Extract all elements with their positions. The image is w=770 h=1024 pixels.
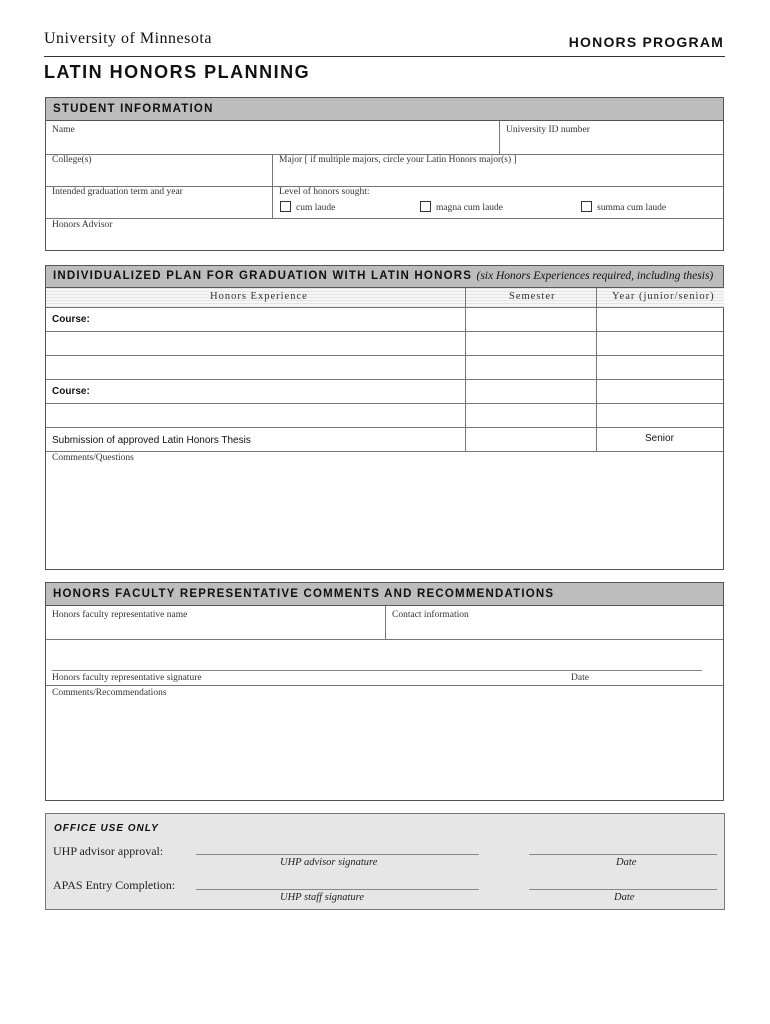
graduation-plan-heading: INDIVIDUALIZED PLAN FOR GRADUATION WITH LATIN HONORS (six Honors Experiences required, including thesis) [46,266,723,288]
faculty-date-label: Date [571,673,589,683]
contact-information-field-label: Contact information [392,610,469,620]
cum-laude-label: cum laude [296,203,336,213]
advisor-date-caption: Date [616,857,637,868]
thesis-row-year: Senior [645,433,674,444]
honors-advisor-field-label: Honors Advisor [52,220,113,230]
faculty-name-field-label: Honors faculty representative name [52,610,188,620]
advisor-date-line [529,854,717,855]
magna-cum-laude-label: magna cum laude [436,203,504,213]
advisor-signature-line [196,854,479,855]
college-field-label: College(s) [52,155,92,165]
document-title: LATIN HONORS PLANNING [44,62,311,82]
divider [46,379,723,380]
staff-signature-caption: UHP staff signature [280,892,365,903]
faculty-representative-heading: HONORS FACULTY REPRESENTATIVE COMMENTS AND RECOMMENDATIONS [46,583,723,606]
course-label-2: Course: [52,386,90,397]
faculty-signature-label: Honors faculty representative signature [52,673,202,683]
column-header-semester: Semester [509,291,556,302]
apas-entry-label: APAS Entry Completion: [53,878,176,892]
advisor-approval-label: UHP advisor approval: [53,844,164,858]
staff-date-line [529,889,717,890]
name-field-label: Name [52,125,75,135]
divider [46,355,723,356]
faculty-signature-line [52,670,702,671]
summa-cum-laude-checkbox[interactable] [581,201,592,212]
divider [499,121,500,154]
office-use-section [45,813,725,910]
advisor-signature-caption: UHP advisor signature [280,857,378,868]
university-id-field-label: University ID number [506,125,590,135]
comments-questions-label: Comments/Questions [52,453,134,463]
cum-laude-checkbox[interactable] [280,201,291,212]
comments-recommendations-label: Comments/Recommendations [52,688,167,698]
graduation-plan-note: (six Honors Experiences required, including thesis) [476,270,714,282]
divider [46,451,723,452]
divider [46,218,723,219]
column-header-honors-experience: Honors Experience [210,291,308,302]
staff-date-caption: Date [614,892,635,903]
header-rule [44,56,725,57]
divider [46,403,723,404]
university-name: University of Minnesota [44,30,212,47]
divider [46,331,723,332]
major-field-label: Major [ if multiple majors, circle your Latin Honors major(s) ] [279,155,517,165]
course-label-1: Course: [52,314,90,325]
divider [46,685,723,686]
staff-signature-line [196,889,479,890]
summa-cum-laude-label: summa cum laude [597,203,667,213]
program-name: HONORS PROGRAM [568,34,724,50]
graduation-plan-section [45,265,724,570]
student-information-section [45,97,724,251]
divider [46,427,723,428]
faculty-representative-section [45,582,724,801]
graduation-term-field-label: Intended graduation term and year [52,187,183,197]
student-information-heading: STUDENT INFORMATION [46,98,723,121]
column-header-year: Year (junior/senior) [612,291,715,302]
honors-level-field-label: Level of honors sought: [279,187,370,197]
thesis-row-label: Submission of approved Latin Honors Thesis [52,435,251,446]
divider [46,639,723,640]
divider [385,606,386,639]
magna-cum-laude-checkbox[interactable] [420,201,431,212]
office-use-heading: OFFICE USE ONLY [54,823,159,834]
